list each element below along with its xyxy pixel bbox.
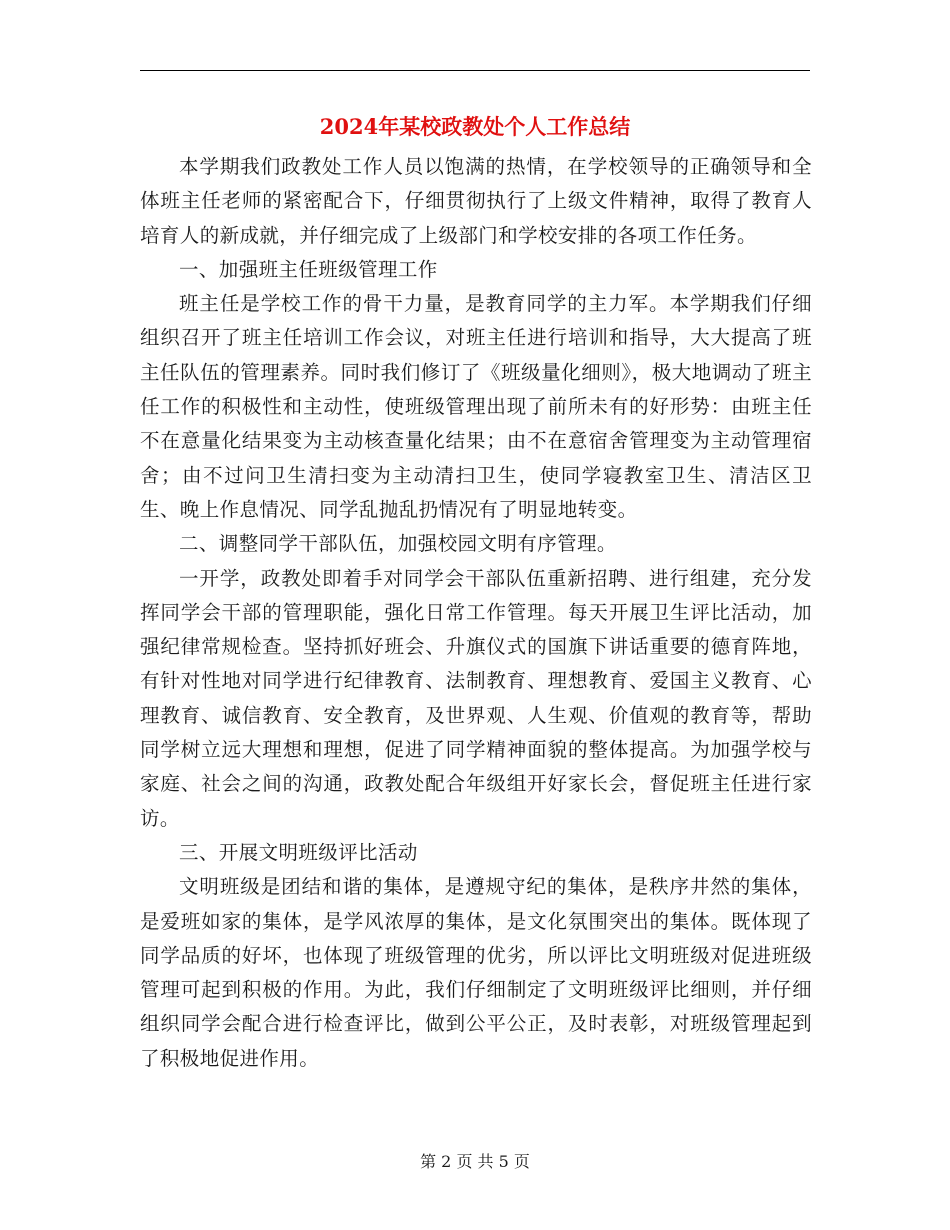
page-number-footer: 第 2 页 共 5 页	[420, 1152, 530, 1171]
section-heading-2: 二、调整同学干部队伍，加强校园文明有序管理。	[179, 532, 617, 556]
document-title: 2024年某校政教处个人工作总结	[319, 114, 631, 139]
paragraph-section-1: 班主任是学校工作的骨干力量，是教育同学的主力军。本学期我们仔细组织召开了班主任培训工作会议，对班主任进行培训和指导，大大提高了班主任队伍的管理素养。同时我们修订了《班级量化细则》，极大地调动了班主任工作的积极性和主动性，使班级管理出现了前所未有的好形势：由班主任不在意量化结果变为主动核查量化结果；由不在意宿舍管理变为主动管理宿舍；由不过问卫生清扫变为主动清扫卫生，使同学寝教室卫生、清洁区卫生、晚上作息情况、同学乱抛乱扔情况有了明显地转变。	[140, 292, 812, 521]
header-rule	[140, 70, 810, 71]
paragraph-section-3: 文明班级是团结和谐的集体，是遵规守纪的集体，是秩序井然的集体，是爱班如家的集体，是学风浓厚的集体，是文化氛围突出的集体。既体现了同学品质的好坏，也体现了班级管理的优劣，所以评比文明班级对促进班级管理可起到积极的作用。为此，我们仔细制定了文明班级评比细则，并仔细组织同学会配合进行检查评比，做到公平公正，及时表彰，对班级管理起到了积极地促进作用。	[140, 875, 812, 1070]
paragraph-section-2: 一开学，政教处即着手对同学会干部队伍重新招聘、进行组建，充分发挥同学会干部的管理职能，强化日常工作管理。每天开展卫生评比活动，加强纪律常规检查。坚持抓好班会、升旗仪式的国旗下讲话重要的德育阵地，有针对性地对同学进行纪律教育、法制教育、理想教育、爱国主义教育、心理教育、诚信教育、安全教育，及世界观、人生观、价值观的教育等，帮助同学树立远大理想和理想，促进了同学精神面貌的整体提高。为加强学校与家庭、社会之间的沟通，政教处配合年级组开好家长会，督促班主任进行家访。	[140, 566, 812, 830]
paragraph-intro: 本学期我们政教处工作人员以饱满的热情，在学校领导的正确领导和全体班主任老师的紧密配合下，仔细贯彻执行了上级文件精神，取得了教育人培育人的新成就，并仔细完成了上级部门和学校安排的各项工作任务。	[140, 155, 812, 247]
section-heading-1: 一、加强班主任班级管理工作	[179, 257, 438, 281]
section-heading-3: 三、开展文明班级评比活动	[179, 840, 418, 864]
document-body	[140, 150, 812, 1076]
